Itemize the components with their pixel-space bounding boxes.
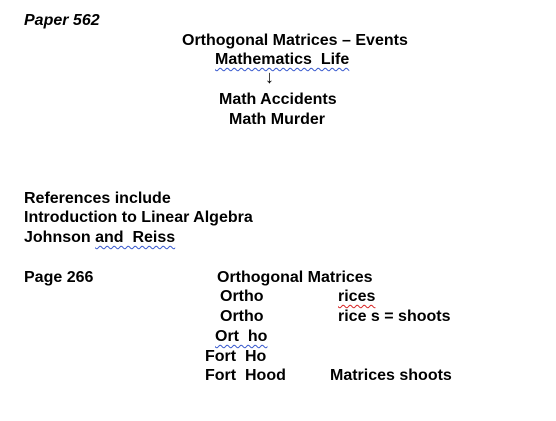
row1-left: Ortho [220,288,264,305]
line-ort-ho: Ort ho [215,328,268,345]
reference-book-title: Introduction to Linear Algebra [24,209,253,226]
line-math-accidents: Math Accidents [219,91,337,108]
document-subtitle: Mathematics Life [215,51,350,68]
references-heading: References include [24,190,171,207]
section-heading: Orthogonal Matrices [217,269,373,286]
document-title: Orthogonal Matrices – Events [182,32,408,49]
row1-right: rices [338,288,376,305]
row2-right: rice s = shoots [338,308,451,325]
reference-authors [24,228,175,247]
line-fort-hood: Fort Hood [205,367,286,384]
row2-left: Ortho [220,308,264,325]
authors-prefix: Johnson [24,229,96,246]
page-label: Page 266 [24,269,94,286]
line-fort-ho: Fort Ho [205,348,267,365]
authors-underlined: and Reiss [95,229,176,246]
paper-label: Paper 562 [24,12,100,29]
line-matrices-shoots: Matrices shoots [330,367,452,384]
line-math-murder: Math Murder [229,111,325,128]
down-arrow-icon: ↓ [265,67,274,87]
